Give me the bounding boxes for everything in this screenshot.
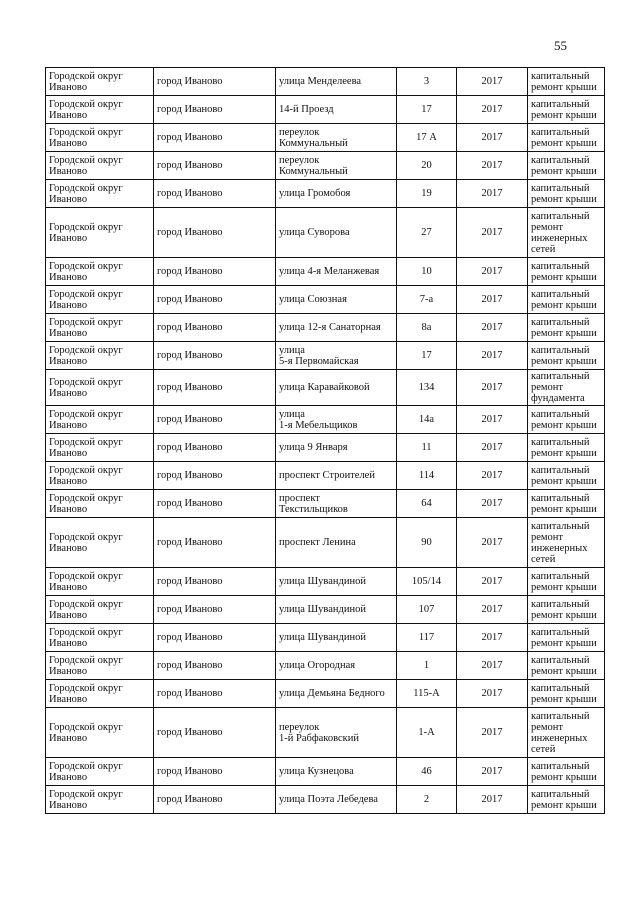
year-cell: 2017 xyxy=(457,758,528,786)
year-cell: 2017 xyxy=(457,708,528,758)
table-row xyxy=(46,652,605,680)
work-type-cell: капитальный ремонт крыши xyxy=(528,124,605,152)
work-type-cell: капитальный ремонт крыши xyxy=(528,462,605,490)
district-cell: Городской округ Иваново xyxy=(46,596,154,624)
year-cell: 2017 xyxy=(457,68,528,96)
house-number-cell: 1 xyxy=(397,652,457,680)
year-cell: 2017 xyxy=(457,342,528,370)
year-cell: 2017 xyxy=(457,624,528,652)
street-cell: улица Каравайковой xyxy=(276,370,397,406)
year-cell: 2017 xyxy=(457,680,528,708)
year-cell: 2017 xyxy=(457,124,528,152)
district-cell: Городской округ Иваново xyxy=(46,96,154,124)
city-cell: город Иваново xyxy=(154,624,276,652)
district-cell: Городской округ Иваново xyxy=(46,342,154,370)
city-cell: город Иваново xyxy=(154,680,276,708)
city-cell: город Иваново xyxy=(154,370,276,406)
year-cell: 2017 xyxy=(457,258,528,286)
work-type-cell: капитальный ремонт инженерных сетей xyxy=(528,208,605,258)
table-row xyxy=(46,518,605,568)
district-cell: Городской округ Иваново xyxy=(46,786,154,814)
street-cell: улица Громобоя xyxy=(276,180,397,208)
house-number-cell: 11 xyxy=(397,434,457,462)
work-type-cell: капитальный ремонт крыши xyxy=(528,680,605,708)
work-type-cell: капитальный ремонт крыши xyxy=(528,758,605,786)
house-number-cell: 1-А xyxy=(397,708,457,758)
street-cell: переулок 1-й Рабфаковский xyxy=(276,708,397,758)
house-number-cell: 10 xyxy=(397,258,457,286)
district-cell: Городской округ Иваново xyxy=(46,462,154,490)
city-cell: город Иваново xyxy=(154,434,276,462)
table-row xyxy=(46,152,605,180)
house-number-cell: 134 xyxy=(397,370,457,406)
table-row xyxy=(46,68,605,96)
work-type-cell: капитальный ремонт крыши xyxy=(528,786,605,814)
table-row xyxy=(46,680,605,708)
street-cell: улица 5-я Первомайская xyxy=(276,342,397,370)
district-cell: Городской округ Иваново xyxy=(46,518,154,568)
year-cell: 2017 xyxy=(457,180,528,208)
repair-schedule-table xyxy=(45,67,605,814)
street-cell: улица 1-я Мебельщиков xyxy=(276,406,397,434)
city-cell: город Иваново xyxy=(154,518,276,568)
work-type-cell: капитальный ремонт фундамента xyxy=(528,370,605,406)
district-cell: Городской округ Иваново xyxy=(46,370,154,406)
house-number-cell: 3 xyxy=(397,68,457,96)
year-cell: 2017 xyxy=(457,96,528,124)
street-cell: улица Шувандиной xyxy=(276,624,397,652)
city-cell: город Иваново xyxy=(154,96,276,124)
street-cell: проспект Текстильщиков xyxy=(276,490,397,518)
house-number-cell: 17 xyxy=(397,342,457,370)
house-number-cell: 117 xyxy=(397,624,457,652)
table-row xyxy=(46,568,605,596)
table-row xyxy=(46,180,605,208)
street-cell: 14-й Проезд xyxy=(276,96,397,124)
table-row xyxy=(46,208,605,258)
city-cell: город Иваново xyxy=(154,180,276,208)
house-number-cell: 105/14 xyxy=(397,568,457,596)
street-cell: улица Союзная xyxy=(276,286,397,314)
work-type-cell: капитальный ремонт крыши xyxy=(528,96,605,124)
city-cell: город Иваново xyxy=(154,758,276,786)
city-cell: город Иваново xyxy=(154,286,276,314)
house-number-cell: 17 xyxy=(397,96,457,124)
city-cell: город Иваново xyxy=(154,490,276,518)
house-number-cell: 46 xyxy=(397,758,457,786)
work-type-cell: капитальный ремонт крыши xyxy=(528,406,605,434)
city-cell: город Иваново xyxy=(154,68,276,96)
street-cell: улица 12-я Санаторная xyxy=(276,314,397,342)
work-type-cell: капитальный ремонт крыши xyxy=(528,490,605,518)
district-cell: Городской округ Иваново xyxy=(46,434,154,462)
work-type-cell: капитальный ремонт крыши xyxy=(528,286,605,314)
year-cell: 2017 xyxy=(457,370,528,406)
street-cell: улица Менделеева xyxy=(276,68,397,96)
city-cell: город Иваново xyxy=(154,568,276,596)
district-cell: Городской округ Иваново xyxy=(46,152,154,180)
table-row xyxy=(46,786,605,814)
year-cell: 2017 xyxy=(457,314,528,342)
district-cell: Городской округ Иваново xyxy=(46,624,154,652)
street-cell: улица 9 Января xyxy=(276,434,397,462)
city-cell: город Иваново xyxy=(154,258,276,286)
house-number-cell: 27 xyxy=(397,208,457,258)
street-cell: проспект Ленина xyxy=(276,518,397,568)
street-cell: улица Демьяна Бедного xyxy=(276,680,397,708)
year-cell: 2017 xyxy=(457,286,528,314)
city-cell: город Иваново xyxy=(154,208,276,258)
year-cell: 2017 xyxy=(457,568,528,596)
table-row xyxy=(46,124,605,152)
street-cell: переулок Коммунальный xyxy=(276,124,397,152)
house-number-cell: 115-А xyxy=(397,680,457,708)
house-number-cell: 20 xyxy=(397,152,457,180)
table-row xyxy=(46,434,605,462)
table-row xyxy=(46,406,605,434)
table-row xyxy=(46,624,605,652)
district-cell: Городской округ Иваново xyxy=(46,314,154,342)
table-row xyxy=(46,462,605,490)
work-type-cell: капитальный ремонт крыши xyxy=(528,342,605,370)
city-cell: город Иваново xyxy=(154,652,276,680)
year-cell: 2017 xyxy=(457,434,528,462)
street-cell: улица Поэта Лебедева xyxy=(276,786,397,814)
work-type-cell: капитальный ремонт крыши xyxy=(528,314,605,342)
street-cell: переулок Коммунальный xyxy=(276,152,397,180)
district-cell: Городской округ Иваново xyxy=(46,124,154,152)
house-number-cell: 17 А xyxy=(397,124,457,152)
city-cell: город Иваново xyxy=(154,406,276,434)
district-cell: Городской округ Иваново xyxy=(46,286,154,314)
street-cell: улица Огородная xyxy=(276,652,397,680)
house-number-cell: 19 xyxy=(397,180,457,208)
house-number-cell: 2 xyxy=(397,786,457,814)
table-row xyxy=(46,258,605,286)
table-row xyxy=(46,314,605,342)
street-cell: проспект Строителей xyxy=(276,462,397,490)
street-cell: улица Шувандиной xyxy=(276,596,397,624)
work-type-cell: капитальный ремонт крыши xyxy=(528,434,605,462)
year-cell: 2017 xyxy=(457,152,528,180)
year-cell: 2017 xyxy=(457,596,528,624)
work-type-cell: капитальный ремонт инженерных сетей xyxy=(528,708,605,758)
house-number-cell: 64 xyxy=(397,490,457,518)
street-cell: улица Шувандиной xyxy=(276,568,397,596)
year-cell: 2017 xyxy=(457,208,528,258)
table-row xyxy=(46,370,605,406)
district-cell: Городской округ Иваново xyxy=(46,208,154,258)
house-number-cell: 90 xyxy=(397,518,457,568)
table-row xyxy=(46,490,605,518)
city-cell: город Иваново xyxy=(154,342,276,370)
table-row xyxy=(46,758,605,786)
street-cell: улица Кузнецова xyxy=(276,758,397,786)
table-row xyxy=(46,96,605,124)
house-number-cell: 7-а xyxy=(397,286,457,314)
work-type-cell: капитальный ремонт крыши xyxy=(528,568,605,596)
table-row xyxy=(46,708,605,758)
year-cell: 2017 xyxy=(457,518,528,568)
city-cell: город Иваново xyxy=(154,596,276,624)
district-cell: Городской округ Иваново xyxy=(46,652,154,680)
city-cell: город Иваново xyxy=(154,786,276,814)
work-type-cell: капитальный ремонт крыши xyxy=(528,596,605,624)
house-number-cell: 107 xyxy=(397,596,457,624)
table-row xyxy=(46,342,605,370)
city-cell: город Иваново xyxy=(154,708,276,758)
table-body xyxy=(46,68,605,814)
work-type-cell: капитальный ремонт крыши xyxy=(528,258,605,286)
house-number-cell: 114 xyxy=(397,462,457,490)
page-number: 55 xyxy=(554,38,567,53)
work-type-cell: капитальный ремонт крыши xyxy=(528,624,605,652)
district-cell: Городской округ Иваново xyxy=(46,708,154,758)
district-cell: Городской округ Иваново xyxy=(46,490,154,518)
city-cell: город Иваново xyxy=(154,462,276,490)
work-type-cell: капитальный ремонт инженерных сетей xyxy=(528,518,605,568)
year-cell: 2017 xyxy=(457,652,528,680)
city-cell: город Иваново xyxy=(154,152,276,180)
district-cell: Городской округ Иваново xyxy=(46,758,154,786)
year-cell: 2017 xyxy=(457,462,528,490)
district-cell: Городской округ Иваново xyxy=(46,680,154,708)
work-type-cell: капитальный ремонт крыши xyxy=(528,652,605,680)
district-cell: Городской округ Иваново xyxy=(46,180,154,208)
year-cell: 2017 xyxy=(457,490,528,518)
work-type-cell: капитальный ремонт крыши xyxy=(528,68,605,96)
table-row xyxy=(46,596,605,624)
district-cell: Городской округ Иваново xyxy=(46,568,154,596)
year-cell: 2017 xyxy=(457,406,528,434)
street-cell: улица Суворова xyxy=(276,208,397,258)
city-cell: город Иваново xyxy=(154,314,276,342)
year-cell: 2017 xyxy=(457,786,528,814)
district-cell: Городской округ Иваново xyxy=(46,68,154,96)
table-row xyxy=(46,286,605,314)
house-number-cell: 8а xyxy=(397,314,457,342)
street-cell: улица 4-я Меланжевая xyxy=(276,258,397,286)
district-cell: Городской округ Иваново xyxy=(46,406,154,434)
work-type-cell: капитальный ремонт крыши xyxy=(528,180,605,208)
city-cell: город Иваново xyxy=(154,124,276,152)
district-cell: Городской округ Иваново xyxy=(46,258,154,286)
work-type-cell: капитальный ремонт крыши xyxy=(528,152,605,180)
house-number-cell: 14а xyxy=(397,406,457,434)
